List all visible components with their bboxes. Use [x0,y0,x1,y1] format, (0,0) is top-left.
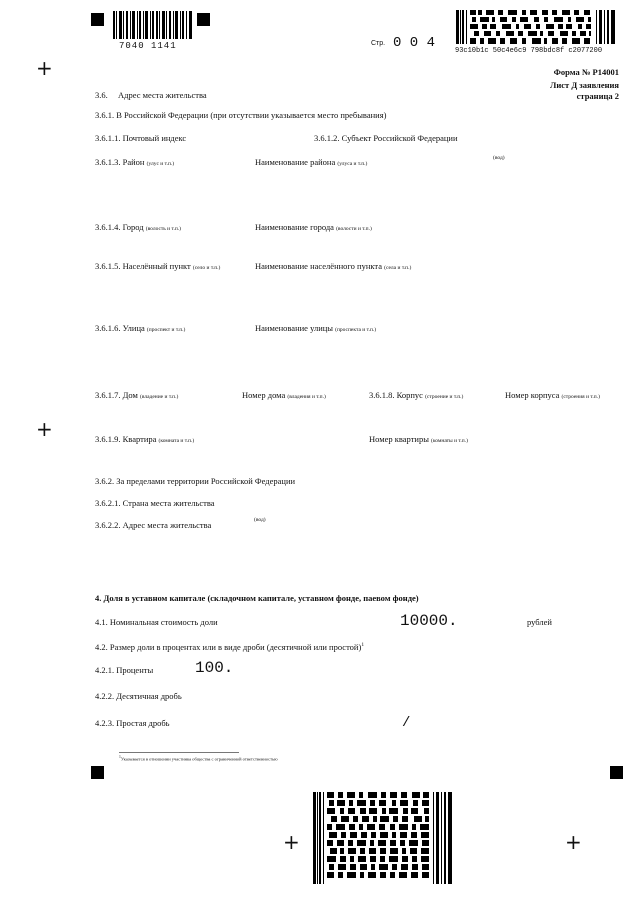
house-label: 3.6.1.7. Дом (владение и т.п.) [95,390,179,400]
barcode-number: 7040 1141 [119,41,177,51]
registration-mark-top-left [91,13,104,26]
street-name-label: Наименование улицы (проспекта и т.п.) [255,323,377,333]
subject-label: 3.6.1.2. Субъект Российской Федерации [314,133,458,143]
plus-mark-4: + [565,830,582,854]
corpus-label: 3.6.1.8. Корпус (строение и т.п.) [369,390,464,400]
linear-barcode [113,11,193,39]
vod-mark-2: (вод) [254,517,266,523]
section-4-title: 4. Доля в уставном капитале (складочном капитале, уставном фонде, паевом фонде) [95,593,419,603]
vod-mark: (вод) [493,155,505,161]
registration-mark-bottom-right [610,766,623,779]
city-name-label: Наименование города (волости и т.п.) [255,222,372,232]
share-size-label: 4.2. Размер доли в процентах или в виде дроби (десятичной или простой)$^1$ [95,642,365,652]
plus-mark-3: + [283,830,300,854]
pdf417-barcode-bottom [313,792,453,884]
sheet-page: страница 2 [576,91,619,101]
nominal-value: 10000. [400,612,458,630]
plus-mark-1: + [36,56,53,80]
decimal-label: 4.2.2. Десятичная дробь [95,691,182,701]
house-name-label: Номер дома (владения и т.п.) [242,390,326,400]
registration-mark-bottom-left [91,766,104,779]
document-code: 93c10b1c 50c4e6c9 798bdc8f c2077200 [455,47,603,55]
settlement-label: 3.6.1.5. Населённый пункт (село и т.п.) [95,261,221,271]
section-3-6-number: 3.6. [95,90,108,100]
nominal-value-label: 4.1. Номинальная стоимость доли [95,617,218,627]
pdf417-barcode-top [456,10,616,44]
abroad-address-label: 3.6.2.2. Адрес места жительства [95,520,212,530]
city-label: 3.6.1.4. Город (волость и т.п.) [95,222,182,232]
page-label: Стр. [371,40,386,47]
footnote: $^1$Указывается в отношении участника общества с ограниченной ответственностью [119,755,278,762]
page-number: 0 0 4 [393,35,436,51]
corpus-name-label: Номер корпуса (строения и т.п.) [505,390,600,400]
form-name: Форма № Р14001 [553,67,619,77]
abroad-heading: 3.6.2. За пределами территории Российской Федерации [95,476,296,486]
footnote-divider [119,752,239,753]
registration-mark-top-mid [197,13,210,26]
sheet-name: Лист Д заявления [550,80,619,90]
flat-name-label: Номер квартиры (комнаты и т.п.) [369,434,468,444]
country-label: 3.6.2.1. Страна места жительства [95,498,215,508]
district-name-label: Наименование района (улуса и т.п.) [255,157,368,167]
postal-code-label: 3.6.1.1. Почтовый индекс [95,133,187,143]
street-label: 3.6.1.6. Улица (проспект и т.п.) [95,323,186,333]
percent-label: 4.2.1. Проценты [95,665,154,675]
district-label: 3.6.1.3. Район (улус и т.п.) [95,157,175,167]
currency-label: рублей [527,617,552,627]
section-3-6-title: Адрес места жительства [118,90,207,100]
flat-label: 3.6.1.9. Квартира (комната и т.п.) [95,434,195,444]
fraction-label: 4.2.3. Простая дробь [95,718,170,728]
settlement-name-label: Наименование населённого пункта (села и т.п.) [255,261,412,271]
plus-mark-2: + [36,417,53,441]
percent-value: 100. [195,659,234,677]
rf-address-heading: 3.6.1. В Российской Федерации (при отсутствии указывается место пребывания) [95,110,387,120]
fraction-separator: / [402,715,411,731]
